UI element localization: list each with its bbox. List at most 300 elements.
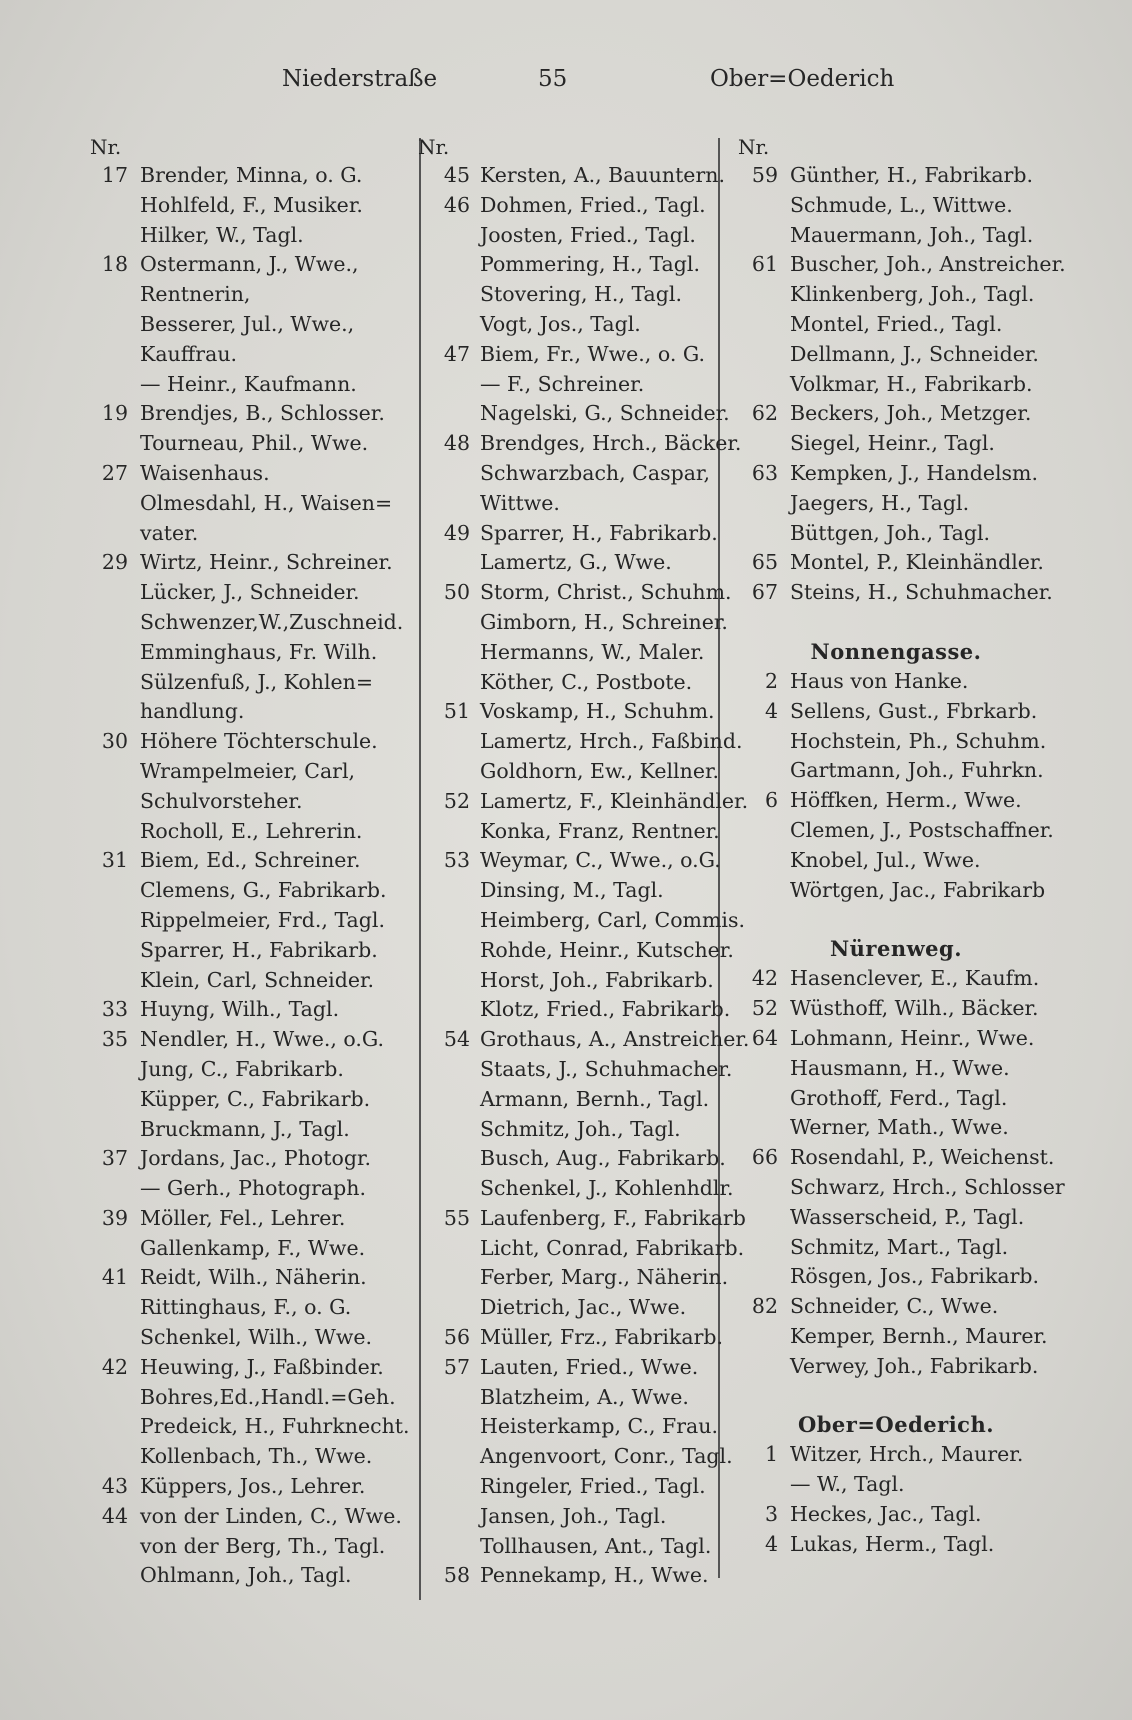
resident-entry: Lauten, Fried., Wwe.: [480, 1354, 699, 1379]
directory-entry: [90, 1442, 415, 1472]
directory-entry: [418, 340, 716, 370]
resident-entry: Steins, H., Schuhmacher.: [790, 580, 1053, 605]
house-number: 6: [764, 788, 778, 813]
directory-entry: [418, 1502, 716, 1532]
resident-entry: Ohlmann, Joh., Tagl.: [140, 1563, 352, 1588]
column-label: Nr.: [90, 135, 122, 159]
directory-entry: [90, 1502, 415, 1532]
directory-entry: [418, 221, 716, 251]
directory-entry: [418, 459, 716, 489]
directory-entry: [738, 221, 1054, 251]
resident-entry: Gartmann, Joh., Fuhrkn.: [790, 758, 1044, 783]
resident-entry: Rocholl, E., Lehrerin.: [140, 818, 363, 843]
resident-entry: Montel, P., Kleinhändler.: [790, 550, 1044, 575]
resident-entry: Huyng, Wilh., Tagl.: [140, 997, 340, 1022]
house-number: 1: [764, 1442, 778, 1467]
directory-entry: [418, 1561, 716, 1591]
resident-entry: — Heinr., Kaufmann.: [140, 371, 357, 396]
directory-entry: [90, 876, 415, 906]
directory-entry: [418, 161, 725, 191]
column-1: [90, 133, 415, 1591]
house-number: 30: [101, 729, 128, 754]
resident-entry: Klinkenberg, Joh., Tagl.: [790, 282, 1035, 307]
resident-entry: Schenkel, Wilh., Wwe.: [140, 1325, 373, 1350]
directory-entry: [90, 280, 415, 310]
directory-entry: [90, 846, 415, 876]
resident-entry: Wittwe.: [480, 490, 560, 515]
directory-entry: [738, 161, 1054, 191]
resident-entry: Dietrich, Jac., Wwe.: [480, 1295, 687, 1320]
house-number: 17: [101, 163, 128, 187]
directory-entry: [738, 459, 1054, 489]
directory-entry: [738, 786, 1054, 816]
house-number: 45: [443, 163, 470, 187]
house-number: 58: [443, 1563, 470, 1588]
house-number: 65: [751, 550, 778, 575]
resident-entry: Ostermann, J., Wwe.,: [140, 252, 359, 277]
directory-entry: [90, 1234, 415, 1264]
directory-entry: [738, 964, 1054, 994]
directory-entry: [738, 1143, 1054, 1173]
house-number: 42: [101, 1354, 128, 1379]
house-number: 4: [764, 698, 778, 723]
header-street-left: Niederstraße: [282, 66, 438, 92]
resident-entry: Dellmann, J., Schneider.: [790, 341, 1039, 366]
directory-entry: [738, 1233, 1054, 1263]
directory-entry: [738, 1530, 1054, 1560]
resident-entry: Licht, Conrad, Fabrikarb.: [480, 1235, 745, 1260]
resident-entry: Predeick, H., Fuhrknecht.: [140, 1414, 410, 1439]
directory-entry: [90, 370, 415, 400]
house-number: 2: [764, 668, 778, 693]
resident-entry: Kollenbach, Th., Wwe.: [140, 1444, 373, 1469]
directory-entry: [90, 966, 415, 996]
resident-entry: Nagelski, G., Schneider.: [480, 401, 730, 426]
resident-entry: Stovering, H., Tagl.: [480, 282, 682, 307]
house-number: 39: [101, 1205, 128, 1230]
resident-entry: Kemper, Bernh., Maurer.: [790, 1323, 1048, 1348]
directory-entry: [90, 161, 415, 191]
directory-entry: [738, 191, 1054, 221]
directory-entry: [90, 459, 415, 489]
resident-entry: Küpper, C., Fabrikarb.: [140, 1086, 371, 1111]
street-heading: Nonnengasse.: [810, 638, 982, 664]
directory-entry: [90, 1025, 415, 1055]
resident-entry: Reidt, Wilh., Näherin.: [140, 1265, 367, 1290]
directory-entry: [90, 638, 415, 668]
resident-entry: Möller, Fel., Lehrer.: [140, 1205, 346, 1230]
resident-entry: Beckers, Joh., Metzger.: [790, 401, 1032, 426]
directory-entry: [738, 1262, 1054, 1292]
resident-entry: Lücker, J., Schneider.: [140, 580, 360, 605]
resident-entry: Gimborn, H., Schreiner.: [480, 609, 728, 634]
resident-entry: Jordans, Jac., Photogr.: [140, 1146, 372, 1171]
directory-entry: [90, 1532, 415, 1562]
directory-entry: [418, 1353, 716, 1383]
house-number: 55: [443, 1205, 470, 1230]
resident-entry: Witzer, Hrch., Maurer.: [790, 1442, 1024, 1467]
directory-entry: [418, 519, 716, 549]
directory-entry: [90, 578, 415, 608]
resident-entry: Brender, Minna, o. G.: [140, 163, 363, 187]
directory-entry: [418, 429, 742, 459]
resident-entry: — F., Schreiner.: [480, 371, 645, 396]
directory-entry: [90, 310, 415, 340]
directory-entry: [738, 876, 1054, 906]
resident-entry: Pommering, H., Tagl.: [480, 252, 700, 277]
directory-entry: [738, 548, 1054, 578]
resident-entry: Schwenzer,W.,Zuschneid.: [140, 609, 404, 634]
resident-entry: Rippelmeier, Frd., Tagl.: [140, 907, 385, 932]
directory-entry: [90, 548, 415, 578]
directory-entry: [90, 340, 415, 370]
resident-entry: Klein, Carl, Schneider.: [140, 967, 375, 992]
house-number: 19: [101, 401, 128, 426]
directory-entry: [418, 1174, 734, 1204]
resident-entry: Schmitz, Joh., Tagl.: [480, 1116, 681, 1141]
resident-entry: Kauffrau.: [140, 341, 238, 366]
street-heading: Ober=Oederich.: [797, 1412, 995, 1438]
page-header: [0, 66, 1132, 106]
resident-entry: Hermanns, W., Maler.: [480, 639, 705, 664]
house-number: 29: [101, 550, 128, 575]
resident-entry: Dinsing, M., Tagl.: [480, 878, 664, 903]
resident-entry: Schneider, C., Wwe.: [790, 1294, 999, 1319]
resident-entry: Günther, H., Fabrikarb.: [790, 163, 1033, 187]
resident-entry: — W., Tagl.: [790, 1472, 905, 1497]
house-number: 48: [443, 431, 470, 456]
resident-entry: Tollhausen, Ant., Tagl.: [480, 1533, 712, 1558]
resident-entry: Heimberg, Carl, Commis.: [480, 907, 746, 932]
house-number: 63: [751, 460, 778, 485]
directory-entry: [90, 1561, 415, 1591]
directory-entry: [90, 1115, 415, 1145]
resident-entry: Storm, Christ., Schuhm.: [480, 580, 732, 605]
resident-entry: Lamertz, F., Kleinhändler.: [480, 788, 749, 813]
directory-entry: [418, 1323, 724, 1353]
section-spacer: [738, 608, 1054, 637]
resident-entry: Wasserscheid, P., Tagl.: [790, 1204, 1025, 1229]
resident-entry: Nendler, H., Wwe., o.G.: [140, 1027, 385, 1052]
resident-entry: Laufenberg, F., Fabrikarb: [480, 1205, 746, 1230]
resident-entry: Bohres,Ed.,Handl.=Geh.: [140, 1384, 396, 1409]
resident-entry: Sülzenfuß, J., Kohlen=: [140, 669, 374, 694]
resident-entry: Pennekamp, H., Wwe.: [480, 1563, 709, 1588]
directory-entry: [418, 1025, 750, 1055]
directory-entry: [90, 519, 415, 549]
resident-entry: Lamertz, Hrch., Faßbind.: [480, 729, 743, 754]
resident-entry: Ringeler, Fried., Tagl.: [480, 1474, 706, 1499]
resident-entry: Montel, Fried., Tagl.: [790, 311, 1003, 336]
directory-entry: [738, 1024, 1054, 1054]
resident-entry: Wrampelmeier, Carl,: [140, 758, 356, 783]
directory-entry: [418, 1263, 729, 1293]
house-number: 50: [443, 580, 470, 605]
resident-entry: Hilker, W., Tagl.: [140, 222, 304, 247]
resident-entry: Ferber, Marg., Näherin.: [480, 1265, 729, 1290]
resident-entry: Wörtgen, Jac., Fabrikarb: [790, 877, 1046, 902]
resident-entry: Rohde, Heinr., Kutscher.: [480, 937, 734, 962]
resident-entry: Rösgen, Jos., Fabrikarb.: [790, 1264, 1040, 1289]
resident-entry: Vogt, Jos., Tagl.: [480, 311, 641, 336]
directory-entry: [738, 1322, 1054, 1352]
directory-entry: [418, 1115, 716, 1145]
directory-entry: [418, 1055, 733, 1085]
directory-entry: [738, 1113, 1054, 1143]
directory-entry: [90, 1293, 415, 1323]
directory-entry: [738, 310, 1054, 340]
resident-entry: Busch, Aug., Fabrikarb.: [480, 1146, 726, 1171]
resident-entry: Volkmar, H., Fabrikarb.: [790, 371, 1033, 396]
house-number: 4: [764, 1531, 778, 1556]
directory-entry: [738, 1470, 1054, 1500]
column-label: Nr.: [418, 135, 450, 159]
directory-entry: [738, 994, 1054, 1024]
resident-entry: Jung, C., Fabrikarb.: [140, 1056, 344, 1081]
directory-entry: [90, 757, 415, 787]
resident-entry: Voskamp, H., Schuhm.: [480, 699, 715, 724]
column-2: [418, 133, 750, 1591]
directory-entry: [418, 906, 746, 936]
resident-entry: Verwey, Joh., Fabrikarb.: [790, 1353, 1039, 1378]
directory-entry: [418, 399, 730, 429]
directory-entry: [90, 429, 415, 459]
resident-entry: Kempken, J., Handelsm.: [790, 460, 1039, 485]
resident-entry: Heuwing, J., Faßbinder.: [140, 1354, 384, 1379]
directory-entry: [738, 1054, 1054, 1084]
resident-entry: Clemens, G., Fabrikarb.: [140, 878, 387, 903]
resident-entry: Hasenclever, E., Kaufm.: [790, 966, 1040, 991]
directory-entry: [90, 1323, 415, 1353]
resident-entry: Lukas, Herm., Tagl.: [790, 1531, 995, 1556]
resident-entry: Grothoff, Ferd., Tagl.: [790, 1085, 1008, 1110]
resident-entry: Schulvorsteher.: [140, 788, 303, 813]
resident-entry: Tourneau, Phil., Wwe.: [140, 431, 369, 456]
column-3: [738, 133, 1066, 1560]
resident-entry: Konka, Franz, Rentner.: [480, 818, 720, 843]
directory-entry: [418, 846, 721, 876]
directory-entry: [90, 608, 415, 638]
directory-entry: [90, 817, 415, 847]
directory-entry: [418, 668, 716, 698]
directory-entry: [418, 876, 716, 906]
resident-entry: Biem, Ed., Schreiner.: [140, 848, 361, 873]
resident-entry: Küppers, Jos., Lehrer.: [140, 1474, 366, 1499]
resident-entry: Hohlfeld, F., Musiker.: [140, 192, 363, 217]
house-number: 64: [751, 1025, 778, 1050]
directory-entry: [90, 787, 415, 817]
house-number: 35: [101, 1027, 128, 1052]
directory-entry: [90, 906, 415, 936]
directory-entry: [418, 280, 716, 310]
resident-entry: Rittinghaus, F., o. G.: [140, 1295, 352, 1320]
resident-entry: Werner, Math., Wwe.: [790, 1115, 1009, 1140]
house-number: 53: [443, 848, 470, 873]
resident-entry: Haus von Hanke.: [790, 668, 969, 693]
house-number: 49: [443, 520, 470, 545]
resident-entry: Gallenkamp, F., Wwe.: [140, 1235, 366, 1260]
directory-entry: [738, 519, 1054, 549]
resident-entry: Wirtz, Heinr., Schreiner.: [140, 550, 393, 575]
house-number: 41: [101, 1265, 128, 1290]
directory-entry: [738, 280, 1054, 310]
resident-entry: Armann, Bernh., Tagl.: [480, 1086, 710, 1111]
resident-entry: Buscher, Joh., Anstreicher.: [790, 252, 1066, 277]
directory-entry: [90, 697, 415, 727]
directory-entry: [738, 846, 1054, 876]
directory-entry: [738, 1084, 1054, 1114]
resident-entry: Köther, C., Postbote.: [480, 669, 693, 694]
directory-entry: [738, 1203, 1054, 1233]
resident-entry: Goldhorn, Ew., Kellner.: [480, 758, 720, 783]
resident-entry: Staats, J., Schuhmacher.: [480, 1056, 733, 1081]
resident-entry: Angenvoort, Conr., Tagl.: [480, 1444, 733, 1469]
house-number: 47: [443, 341, 470, 366]
directory-entry: [418, 489, 716, 519]
resident-entry: Grothaus, A., Anstreicher.: [480, 1027, 750, 1052]
directory-entry: [738, 1352, 1054, 1382]
directory-entry: [738, 756, 1054, 786]
directory-entry: [418, 1412, 716, 1442]
resident-entry: Emminghaus, Fr. Wilh.: [140, 639, 378, 664]
page-number: 55: [538, 66, 568, 92]
house-number: 27: [101, 460, 128, 485]
resident-entry: Brendjes, B., Schlosser.: [140, 401, 385, 426]
house-number: 61: [751, 252, 778, 277]
resident-entry: Siegel, Heinr., Tagl.: [790, 431, 995, 456]
resident-entry: Knobel, Jul., Wwe.: [790, 847, 981, 872]
resident-entry: Klotz, Fried., Fabrikarb.: [480, 997, 731, 1022]
resident-entry: Höhere Töchterschule.: [140, 729, 378, 754]
directory-entry: [418, 966, 716, 996]
directory-entry: [738, 1500, 1054, 1530]
directory-entry: [418, 370, 716, 400]
resident-entry: Heisterkamp, C., Frau.: [480, 1414, 718, 1439]
directory-entry: [90, 250, 415, 280]
directory-entry: [738, 578, 1054, 608]
resident-entry: Jansen, Joh., Tagl.: [480, 1503, 667, 1528]
street-heading: Nürenweg.: [829, 936, 963, 962]
directory-entry: [738, 816, 1054, 846]
resident-entry: Waisenhaus.: [140, 460, 270, 485]
directory-entry: [418, 1085, 716, 1115]
resident-entry: Bruckmann, J., Tagl.: [140, 1116, 350, 1141]
directory-entry: [738, 429, 1054, 459]
directory-entry: [90, 1144, 415, 1174]
resident-entry: Joosten, Fried., Tagl.: [480, 222, 696, 247]
directory-entry: [738, 1440, 1054, 1470]
resident-entry: Dohmen, Fried., Tagl.: [480, 192, 706, 217]
directory-entry: [418, 548, 716, 578]
house-number: 56: [443, 1325, 470, 1350]
directory-entry: [738, 489, 1054, 519]
directory-entry: [418, 310, 716, 340]
house-number: 51: [443, 699, 470, 724]
directory-entry: [418, 697, 716, 727]
directory-entry: [418, 578, 732, 608]
resident-entry: Sparrer, H., Fabrikarb.: [480, 520, 718, 545]
house-number: 54: [443, 1027, 470, 1052]
directory-entry: [418, 1234, 745, 1264]
resident-entry: Lamertz, G., Wwe.: [480, 550, 672, 575]
directory-entry: [90, 1085, 415, 1115]
resident-entry: Biem, Fr., Wwe., o. G.: [480, 341, 706, 366]
directory-entry: [418, 1472, 716, 1502]
directory-entry: [738, 399, 1054, 429]
directory-entry: [418, 191, 716, 221]
resident-entry: vater.: [140, 520, 199, 545]
house-number: 46: [443, 192, 470, 217]
resident-entry: — Gerh., Photograph.: [140, 1176, 366, 1201]
directory-entry: [418, 1383, 716, 1413]
directory-entry: [418, 638, 716, 668]
resident-entry: Rosendahl, P., Weichenst.: [790, 1145, 1055, 1170]
directory-entry: [418, 727, 743, 757]
resident-entry: Kersten, A., Bauuntern.: [480, 163, 725, 187]
directory-entry: [90, 1055, 415, 1085]
directory-entry: [418, 250, 716, 280]
house-number: 52: [751, 996, 778, 1021]
column-label: Nr.: [738, 135, 770, 159]
directory-entry: [90, 1263, 415, 1293]
house-number: 43: [101, 1474, 128, 1499]
directory-entry: [418, 936, 734, 966]
directory-entry: [90, 489, 415, 519]
house-number: 57: [443, 1354, 470, 1379]
directory-entry: [738, 727, 1054, 757]
resident-entry: Mauermann, Joh., Tagl.: [790, 222, 1034, 247]
directory-entry: [90, 995, 415, 1025]
resident-entry: Müller, Frz., Fabrikarb.: [480, 1325, 724, 1350]
directory-entry: [738, 667, 1054, 697]
directory-entry: [418, 1144, 726, 1174]
directory-entry: [90, 221, 415, 251]
directory-entry: [90, 668, 415, 698]
house-number: 37: [101, 1146, 128, 1171]
house-number: 66: [751, 1145, 778, 1170]
house-number: 31: [101, 848, 128, 873]
resident-entry: Schwarz, Hrch., Schlosser: [790, 1174, 1065, 1199]
directory-entry: [90, 936, 415, 966]
resident-entry: Jaegers, H., Tagl.: [790, 490, 970, 515]
directory-entry: [418, 817, 720, 847]
directory-entry: [90, 1174, 415, 1204]
directory-entry: [90, 727, 415, 757]
resident-entry: Heckes, Jac., Tagl.: [790, 1502, 982, 1527]
resident-entry: Höffken, Herm., Wwe.: [790, 788, 1022, 813]
directory-entry: [90, 399, 415, 429]
header-street-right: Ober=Oederich: [710, 66, 895, 92]
resident-entry: Schenkel, J., Kohlenhdlr.: [480, 1176, 734, 1201]
resident-entry: Blatzheim, A., Wwe.: [480, 1384, 689, 1409]
directory-entry: [738, 1292, 1054, 1322]
resident-entry: Hochstein, Ph., Schuhm.: [790, 728, 1047, 753]
house-number: 62: [751, 401, 778, 426]
house-number: 52: [443, 788, 470, 813]
directory-entry: [418, 1204, 746, 1234]
house-number: 18: [101, 252, 128, 277]
resident-entry: Olmesdahl, H., Waisen=: [140, 490, 393, 515]
resident-entry: Besserer, Jul., Wwe.,: [140, 311, 355, 336]
directory-entry: [90, 191, 415, 221]
directory-entry: [738, 1173, 1065, 1203]
house-number: 42: [751, 966, 778, 991]
resident-entry: Schmude, L., Wittwe.: [790, 192, 1013, 217]
resident-entry: von der Berg, Th., Tagl.: [140, 1533, 386, 1558]
directory-entry: [90, 1204, 415, 1234]
resident-entry: Brendges, Hrch., Bäcker.: [480, 431, 742, 456]
directory-entry: [418, 1442, 733, 1472]
